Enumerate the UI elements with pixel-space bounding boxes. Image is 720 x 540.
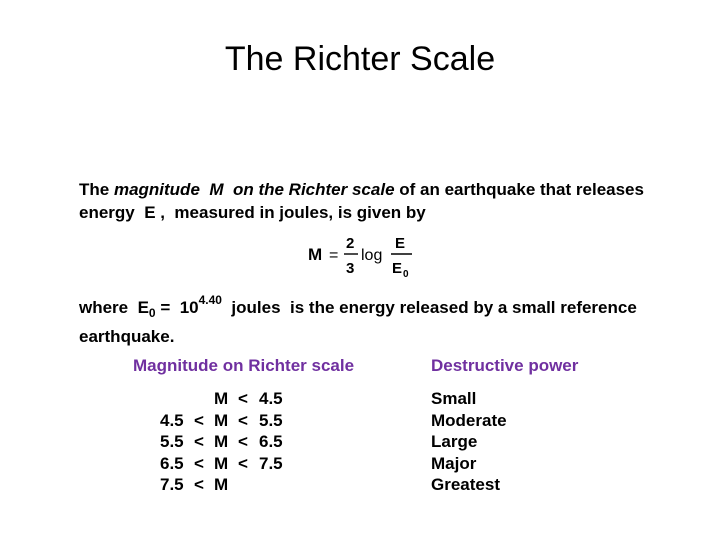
magnitude-m: M xyxy=(214,432,229,452)
reference-equals: = 10 xyxy=(155,298,199,317)
formula-equals: = xyxy=(329,247,339,264)
reference-exponent: 4.40 xyxy=(198,293,222,307)
magnitude-lt: < xyxy=(194,453,204,473)
reference-line-1 xyxy=(79,289,637,325)
power-cell: Small xyxy=(431,389,477,408)
magnitude-low: 7.5 xyxy=(160,475,184,495)
intro-m: M xyxy=(199,180,233,199)
formula-coef-num: 2 xyxy=(346,235,355,252)
column-header-power: Destructive power xyxy=(431,356,579,375)
formula-den: E xyxy=(392,260,403,277)
reference-paragraph xyxy=(79,289,637,348)
intro-text-end: of an earthquake that releases xyxy=(394,180,644,199)
intro-magnitude: magnitude xyxy=(113,180,200,199)
reference-sub: 0 xyxy=(148,306,156,320)
magnitude-m: M xyxy=(214,410,229,430)
power-cell: Moderate xyxy=(431,410,507,430)
magnitude-low: 5.5 xyxy=(160,432,184,452)
magnitude-lt: < xyxy=(194,475,204,495)
power-column xyxy=(431,388,507,496)
magnitude-m: M xyxy=(214,475,229,495)
magnitude-low: 6.5 xyxy=(160,453,184,473)
richter-formula xyxy=(306,233,426,279)
magnitude-lt: < xyxy=(238,453,248,473)
column-header-magnitude: Magnitude on Richter scale xyxy=(133,356,355,375)
reference-where: where E xyxy=(79,298,149,317)
power-cell: Greatest xyxy=(431,475,500,495)
magnitude-low: 4.5 xyxy=(160,410,184,430)
magnitude-m: M xyxy=(214,453,229,473)
magnitude-lt: < xyxy=(238,410,248,430)
reference-rest: joules is the energy released by a small reference xyxy=(221,298,637,317)
formula-coef-den: 3 xyxy=(346,260,355,277)
intro-text: The xyxy=(79,180,114,199)
formula-num: E xyxy=(395,235,406,252)
magnitude-lt: < xyxy=(194,410,204,430)
power-cell: Large xyxy=(431,432,478,452)
intro-scale-phrase: on the Richter scale xyxy=(232,180,395,199)
magnitude-high: 6.5 xyxy=(259,432,283,452)
intro-line-1 xyxy=(79,178,644,201)
magnitude-column xyxy=(155,388,315,498)
magnitude-high: 4.5 xyxy=(259,389,283,408)
intro-line-2: energy E , measured in joules, is given by xyxy=(79,203,426,222)
magnitude-lt: < xyxy=(194,432,204,452)
intro-paragraph xyxy=(79,178,644,224)
magnitude-lt: < xyxy=(238,432,248,452)
magnitude-high: 7.5 xyxy=(259,453,283,473)
page-title: The Richter Scale xyxy=(224,40,496,78)
magnitude-high: 5.5 xyxy=(259,410,283,430)
formula-lhs: M xyxy=(308,245,323,264)
magnitude-m: M xyxy=(214,389,229,408)
power-cell: Major xyxy=(431,453,477,473)
formula-den-sub: 0 xyxy=(403,269,409,279)
magnitude-lt: < xyxy=(238,389,248,408)
reference-line-2: earthquake. xyxy=(79,327,175,346)
formula-log: log xyxy=(361,247,383,264)
